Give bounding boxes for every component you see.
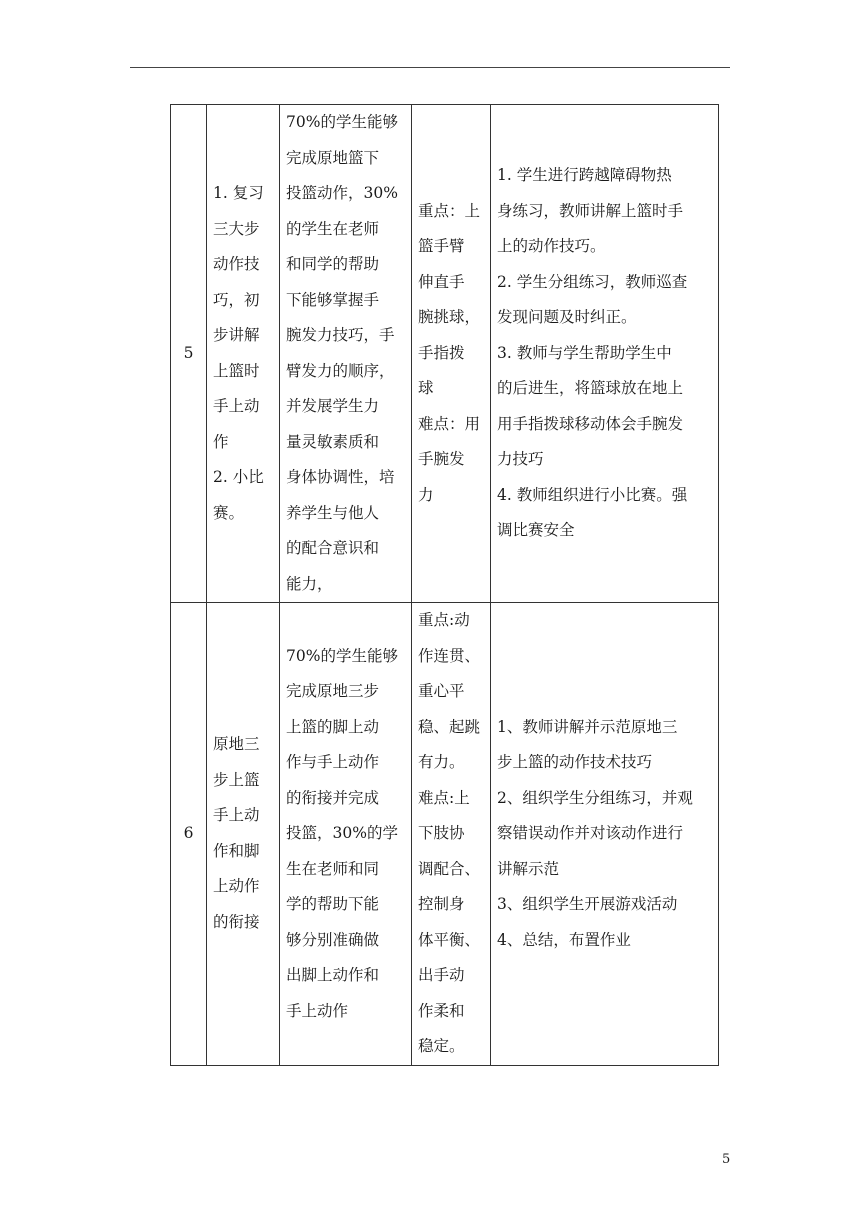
lesson-number: 5 [183, 343, 194, 362]
lesson-goals: 70%的学生能够 完成原地篮下 投篮动作，30% 的学生在老师 和同学的帮助 下能够掌握手 腕发力技巧，手 臂发力的顺序， 并发展学生力 量灵敏素质和 身体协调性，培 养学生与他人 的配合意识和 能力， [286, 113, 398, 593]
activities: 1、教师讲解并示范原地三 步上篮的动作技术技巧 2、组织学生分组练习，并观 察错误动作并对该动作进行 讲解示范 3、组织学生开展游戏活动 4、总结，布置作业 [497, 717, 693, 949]
lesson-content: 1. 复习 三大步 动作技 巧，初 步讲解 上篮时 手上动 作 2. 小比 赛。 [213, 184, 264, 522]
lesson-content-cell [207, 603, 280, 1066]
activities: 1. 学生进行跨越障碍物热 身练习，教师讲解上篮时手 上的动作技巧。 2. 学生分组练习，教师巡查 发现问题及时纠正。 3. 教师与学生帮助学生中 的后进生，将篮球放在地上 用手指拨球移动体会手腕发 力技巧 4. 教师组织进行小比赛。强 调比赛安全 [497, 166, 688, 540]
lesson-content-cell [207, 105, 280, 603]
table-row [171, 603, 719, 1066]
lesson-number-cell [171, 105, 207, 603]
table-row [171, 105, 719, 603]
key-points: 重点:动 作连贯、 重心平 稳、起跳 有力。 难点:上 下肢协 调配合、 控制身 体平衡、 出手动 作柔和 稳定。 [418, 611, 481, 1055]
activities-cell [491, 603, 719, 1066]
lesson-number-cell [171, 603, 207, 1066]
lesson-number: 6 [183, 824, 194, 842]
header-rule [130, 67, 730, 68]
lesson-goals: 70%的学生能够 完成原地三步 上篮的脚上动 作与手上动作 的衔接并完成 投篮，30%的学 生在老师和同 学的帮助下能 够分别准确做 出脚上动作和 手上动作 [286, 646, 398, 1020]
key-points-cell [412, 603, 491, 1066]
lesson-content: 原地三 步上篮 手上动 作和脚 上动作 的衔接 [213, 735, 260, 931]
lesson-plan-table [170, 104, 719, 1066]
page-number: 5 [722, 1152, 731, 1167]
lesson-goals-cell [280, 105, 412, 603]
lesson-goals-cell [280, 603, 412, 1066]
key-points: 重点：上 篮手臂 伸直手 腕挑球， 手指拨 球 难点：用 手腕发 力 [418, 201, 481, 504]
key-points-cell [412, 105, 491, 603]
activities-cell [491, 105, 719, 603]
